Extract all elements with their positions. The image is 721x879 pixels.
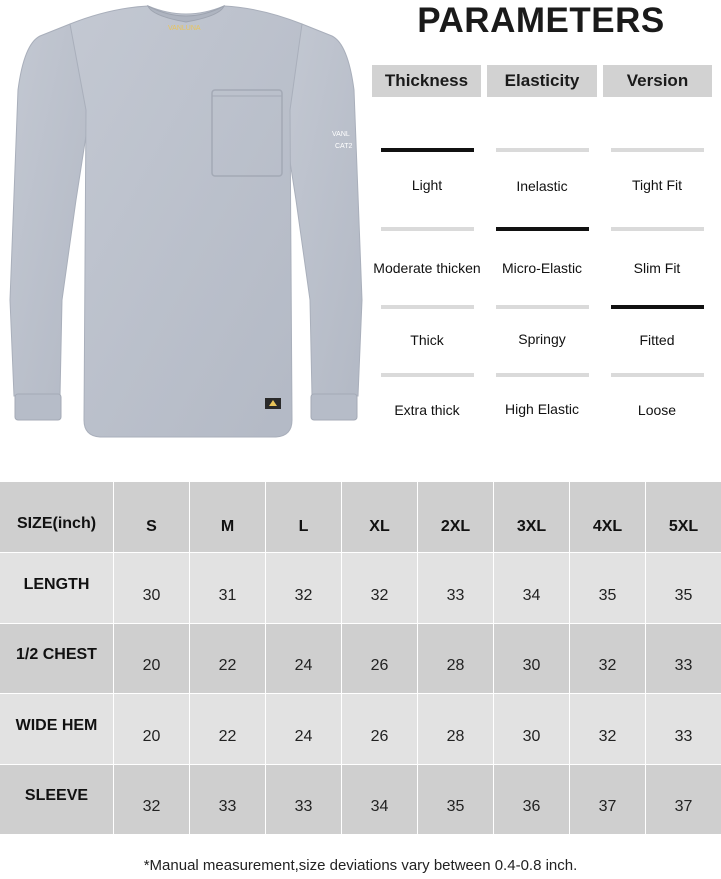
shirt-body: [70, 6, 302, 437]
table-cell: 34: [494, 553, 569, 623]
table-cell: 22: [190, 624, 265, 694]
table-cell: 22: [190, 694, 265, 764]
size-header-cell: 5XL: [646, 482, 721, 552]
elasticity-option-3: High Elastic: [505, 401, 579, 417]
table-cell: 37: [646, 765, 721, 835]
table-cell: 28: [418, 694, 493, 764]
elasticity-indicator-1: [496, 227, 589, 231]
table-cell: 20: [114, 694, 189, 764]
table-cell: 33: [646, 624, 721, 694]
size-header-cell: XL: [342, 482, 417, 552]
table-cell: 30: [114, 553, 189, 623]
table-cell: 37: [570, 765, 645, 835]
table-cell: 35: [646, 553, 721, 623]
table-cell: 33: [646, 694, 721, 764]
version-indicator-0: [611, 148, 704, 152]
size-header-corner: SIZE(inch): [0, 482, 113, 552]
table-cell: 30: [494, 624, 569, 694]
measurement-note: *Manual measurement,size deviations vary between 0.4-0.8 inch.: [143, 857, 578, 874]
table-cell: 28: [418, 624, 493, 694]
size-header-cell: 3XL: [494, 482, 569, 552]
version-option-1: Slim Fit: [633, 260, 681, 276]
table-cell: 33: [266, 765, 341, 835]
table-cell: 32: [342, 553, 417, 623]
version-indicator-2: [611, 305, 704, 309]
elasticity-indicator-2: [496, 305, 589, 309]
version-indicator-1: [611, 227, 704, 231]
thickness-option-3: Extra thick: [394, 402, 460, 418]
thickness-option-2: Thick: [410, 332, 444, 348]
table-cell: 24: [266, 624, 341, 694]
thickness-indicator-2: [381, 305, 474, 309]
table-cell: 34: [342, 765, 417, 835]
thickness-indicator-1: [381, 227, 474, 231]
size-chart-table: [0, 482, 721, 834]
table-cell: 35: [570, 553, 645, 623]
sleeve-text-2: CAT2: [335, 143, 353, 150]
row-label-sleeve: SLEEVE: [0, 765, 113, 835]
thickness-indicator-3: [381, 373, 474, 377]
table-cell: 32: [570, 694, 645, 764]
shirt-image: [0, 0, 372, 445]
row-label-half-chest: 1/2 CHEST: [0, 624, 113, 694]
version-option-3: Loose: [637, 402, 677, 418]
left-sleeve: [10, 24, 90, 396]
elasticity-indicator-0: [496, 148, 589, 152]
table-cell: 32: [570, 624, 645, 694]
row-label-length: LENGTH: [0, 553, 113, 623]
table-cell: 24: [266, 694, 341, 764]
size-header-cell: M: [190, 482, 265, 552]
table-cell: 33: [190, 765, 265, 835]
row-label-wide-hem: WIDE HEM: [0, 694, 113, 764]
version-indicator-3: [611, 373, 704, 377]
header-elasticity: Elasticity: [487, 65, 597, 97]
elasticity-option-1: Micro-Elastic: [501, 260, 583, 276]
sleeve-text-1: VANL: [332, 131, 350, 138]
parameters-title: PARAMETERS: [417, 1, 665, 40]
table-cell: 26: [342, 624, 417, 694]
table-cell: 32: [266, 553, 341, 623]
version-option-2: Fitted: [639, 332, 675, 348]
table-cell: 30: [494, 694, 569, 764]
thickness-indicator-0: [381, 148, 474, 152]
table-cell: 33: [418, 553, 493, 623]
table-cell: 32: [114, 765, 189, 835]
version-option-0: Tight Fit: [631, 177, 683, 193]
table-cell: 26: [342, 694, 417, 764]
elasticity-option-2: Springy: [518, 331, 566, 347]
size-header-cell: L: [266, 482, 341, 552]
table-cell: 20: [114, 624, 189, 694]
size-header-cell: 4XL: [570, 482, 645, 552]
table-cell: 36: [494, 765, 569, 835]
size-header-cell: 2XL: [418, 482, 493, 552]
size-header-cell: S: [114, 482, 189, 552]
elasticity-indicator-3: [496, 373, 589, 377]
thickness-option-1: Moderate thicken: [373, 260, 481, 276]
header-version: Version: [603, 65, 712, 97]
header-thickness: Thickness: [372, 65, 481, 97]
table-cell: 35: [418, 765, 493, 835]
table-cell: 31: [190, 553, 265, 623]
elasticity-option-0: Inelastic: [516, 178, 568, 194]
thickness-option-0: Light: [411, 177, 443, 193]
chest-logo-text: VANLUNA: [168, 25, 201, 32]
